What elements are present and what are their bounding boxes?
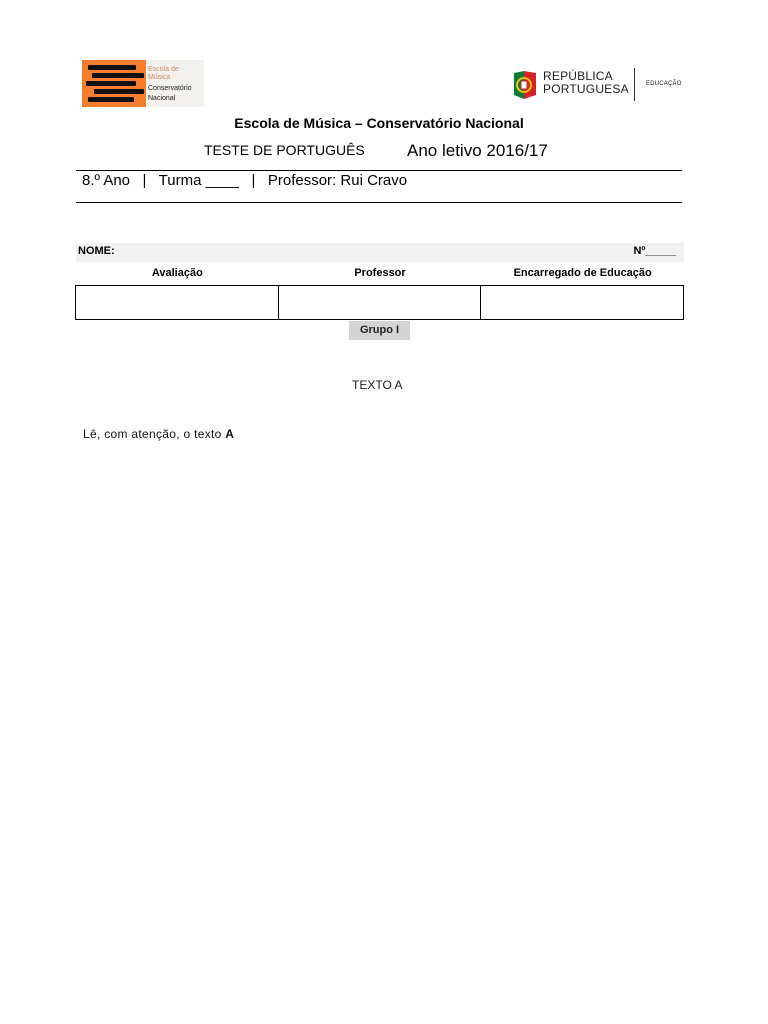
- government-logo: [510, 66, 682, 104]
- school-logo-text: Música: [148, 74, 171, 81]
- school-logo-text: Conservatório: [148, 85, 192, 92]
- logo-bar: [86, 81, 136, 86]
- divider-line: [76, 202, 682, 203]
- test-title: TESTE DE PORTUGUÊS: [204, 142, 365, 158]
- school-title: Escola de Música – Conservatório Nacional: [234, 115, 524, 131]
- logo-bar: [92, 73, 144, 78]
- school-year: Ano letivo 2016/17: [407, 141, 548, 160]
- evaluation-table: [75, 285, 684, 320]
- evaluation-cell[interactable]: [76, 286, 279, 319]
- instruction: [83, 427, 234, 441]
- guardian-signature-cell[interactable]: [481, 286, 683, 319]
- number-label: Nº_____: [633, 245, 676, 257]
- logo-divider: [634, 68, 635, 101]
- school-logo-text: Nacional: [148, 95, 176, 102]
- logo-bar: [88, 97, 134, 102]
- name-label: NOME:: [78, 245, 115, 257]
- class-info: 8.º Ano | Turma ____ | Professor: Rui Cravo: [82, 172, 408, 189]
- government-name: REPÚBLICA PORTUGUESA: [543, 69, 629, 96]
- instruction-text: Lê, com atenção, o texto: [83, 427, 226, 441]
- logo-bar: [88, 65, 136, 70]
- student-name-field[interactable]: [76, 243, 684, 262]
- portugal-emblem-icon: [512, 69, 538, 101]
- school-logo-text: Escola de: [148, 66, 179, 73]
- text-title: TEXTO A: [352, 378, 403, 392]
- logo-bar: [94, 89, 144, 94]
- teacher-header: Professor: [354, 267, 406, 279]
- group-label: Grupo I: [349, 321, 410, 340]
- evaluation-header: Avaliação: [151, 267, 203, 279]
- instruction-emphasis: A: [225, 427, 235, 441]
- teacher-signature-cell[interactable]: [279, 286, 482, 319]
- department-label: EDUCAÇÃO: [646, 81, 682, 87]
- school-logo: [82, 60, 204, 107]
- guardian-header: Encarregado de Educação: [513, 267, 652, 279]
- divider-line: [76, 170, 682, 171]
- evaluation-headers: [76, 267, 684, 279]
